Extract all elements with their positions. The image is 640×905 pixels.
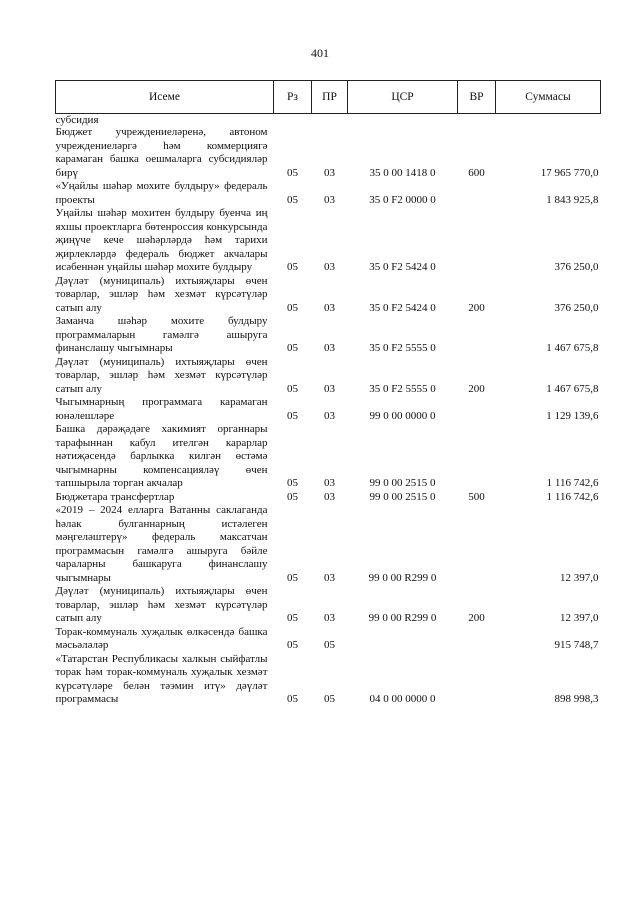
row-pr: 03 [324,477,335,489]
row-name: Бюджетара трансфертлар [55,490,175,503]
table-row [56,275,601,316]
row-sum: 915 748,7 [554,639,599,651]
row-pr [312,114,348,127]
table-row [56,126,601,180]
row-vr [458,396,496,423]
row-vr [458,114,496,127]
table-row [56,585,601,626]
row-csr [348,114,458,127]
row-name: «2019 – 2024 елларга Ватанны саклаганда һәлак булганнарның истәлеген мәңгеләштерү» федераль максатчан программасын гамәлгә ашыруга бәйле чараларны башкаруга финанслашу чыгымнары [55,504,268,584]
page-number: 401 [311,46,329,60]
column-header-vr: ВР [458,81,496,114]
row-vr [458,180,496,207]
row-csr: 35 0 F2 0000 0 [369,193,436,206]
row-name: Дәүләт (муниципаль) ихтыяҗлары өчен товарлар, эшләр һәм хезмәт күрсәтүләр сатып алу [55,585,268,624]
row-name: Дәүләт (муниципаль) ихтыяҗлары өчен товарлар, эшләр һәм хезмәт күрсәтүләр сатып алу [55,355,268,395]
row-pr: 05 [324,693,335,705]
row-csr: 99 0 00 R299 0 [368,612,437,624]
row-vr: 500 [468,490,485,503]
row-rz: 05 [287,612,298,624]
table-row [56,491,601,505]
row-rz: 05 [287,193,298,206]
row-pr: 03 [324,490,335,503]
row-pr: 03 [324,166,335,179]
row-sum: 376 250,0 [554,301,599,314]
row-vr [458,653,496,707]
row-name: «Уңайлы шәһәр мохите булдыру» федераль проекты [55,180,268,206]
row-name: Заманча шәһәр мохите булдыру программаларын гамәлгә ашыруга финанслашу чыгымнары [55,315,268,354]
row-vr [458,315,496,356]
column-header-csr: ЦСР [348,81,458,114]
row-csr: 35 0 F2 5424 0 [369,301,436,314]
row-pr: 05 [324,639,335,651]
column-header-name: Исеме [56,81,274,114]
row-csr: 35 0 F2 5424 0 [369,261,436,273]
row-rz: 05 [287,166,298,179]
row-pr: 03 [324,193,335,206]
row-rz: 05 [287,639,298,651]
row-vr [458,626,496,653]
row-vr [458,504,496,585]
row-pr: 03 [324,342,335,354]
row-csr: 99 0 00 0000 0 [369,409,436,422]
row-name: субсидия [55,114,99,126]
row-name: Уңайлы шәһәр мохитен булдыру буенча иң яхшы проектларга бөтенроссия конкурсында җиңүче кече шәһәрләрдә һәм тарихи җирлекләрдә федераль бюджет акчалары исәбеннән уңайлы шәһәр мохите булдыру [55,207,268,273]
row-pr: 03 [324,382,335,395]
row-rz: 05 [287,382,298,395]
column-header-rz: Рз [274,81,312,114]
row-vr [458,207,496,275]
row-name: «Татарстан Республикасы халкын сыйфатлы торак һәм торак-коммуналь хуҗалык хезмәт күрсәтүләре белән тәэмин итү» дәүләт программасы [55,652,268,705]
row-sum: 1 129 139,6 [546,409,599,422]
row-csr: 99 0 00 2515 0 [369,490,436,503]
row-name: Торак-коммуналь хуҗалык өлкәсендә башка мәсьәләләр [55,625,268,651]
row-vr [458,423,496,491]
row-sum: 12 397,0 [560,612,599,624]
column-header-sum: Суммасы [496,81,601,114]
table-row [56,180,601,207]
row-csr: 99 0 00 2515 0 [369,477,436,489]
row-name: Башка дәрәҗәдәге хакимият органнары тарафыннан кабул ителгән карарлар нәтиҗәсендә барлыкка килгән өстәмә чыгымнарны компенсацияләү өчен тапшырыла торган акчалар [55,423,268,489]
row-rz: 05 [287,571,298,584]
row-csr: 35 0 00 1418 0 [369,166,436,179]
table-row [56,114,601,127]
row-name: Дәүләт (муниципаль) ихтыяҗлары өчен товарлар, эшләр һәм хезмәт күрсәтүләр сатып алу [55,274,268,314]
row-csr [348,626,458,653]
row-pr: 03 [324,409,335,422]
row-sum: 1 116 742,6 [546,477,599,489]
row-rz: 05 [287,477,298,489]
table-row [56,396,601,423]
row-pr: 03 [324,261,335,273]
table-row [56,653,601,707]
row-sum: 1 467 675,8 [546,382,599,395]
row-pr: 03 [324,612,335,624]
column-header-pr: ПР [312,81,348,114]
row-rz: 05 [287,693,298,705]
table-row [56,504,601,585]
row-csr: 35 0 F2 5555 0 [369,382,436,395]
row-sum: 1 467 675,8 [546,342,599,354]
row-pr: 03 [324,301,335,314]
row-vr: 200 [468,301,485,314]
row-sum: 1 116 742,6 [546,490,599,503]
row-sum: 12 397,0 [560,571,599,584]
table-header-row [56,81,601,114]
row-rz: 05 [287,261,298,273]
row-sum: 376 250,0 [554,261,599,273]
row-pr: 03 [324,571,335,584]
row-csr: 04 0 00 0000 0 [369,693,436,705]
row-vr: 200 [468,382,485,395]
row-rz: 05 [287,409,298,422]
table-row [56,356,601,397]
row-rz: 05 [287,342,298,354]
row-csr: 99 0 00 R299 0 [368,571,437,584]
table-row [56,315,601,356]
row-csr: 35 0 F2 5555 0 [369,342,436,354]
row-name: Чыгымнарның программага карамаган юнәлешләре [55,396,268,422]
row-name: Бюджет учреждениеләренә, автоном учреждениеләргә һәм коммерциягә карамаган башка оешмаларга субсидияләр бирү [55,126,268,179]
row-sum: 898 998,3 [554,693,599,705]
row-vr: 200 [468,612,485,624]
row-sum [496,114,601,127]
row-vr: 600 [468,166,485,179]
table-row [56,626,601,653]
row-sum: 1 843 925,8 [546,193,599,206]
row-rz [274,114,312,127]
row-sum: 17 965 770,0 [540,166,599,179]
table-row [56,423,601,491]
budget-table [55,80,601,707]
row-rz: 05 [287,490,298,503]
table-row [56,207,601,275]
row-rz: 05 [287,301,298,314]
